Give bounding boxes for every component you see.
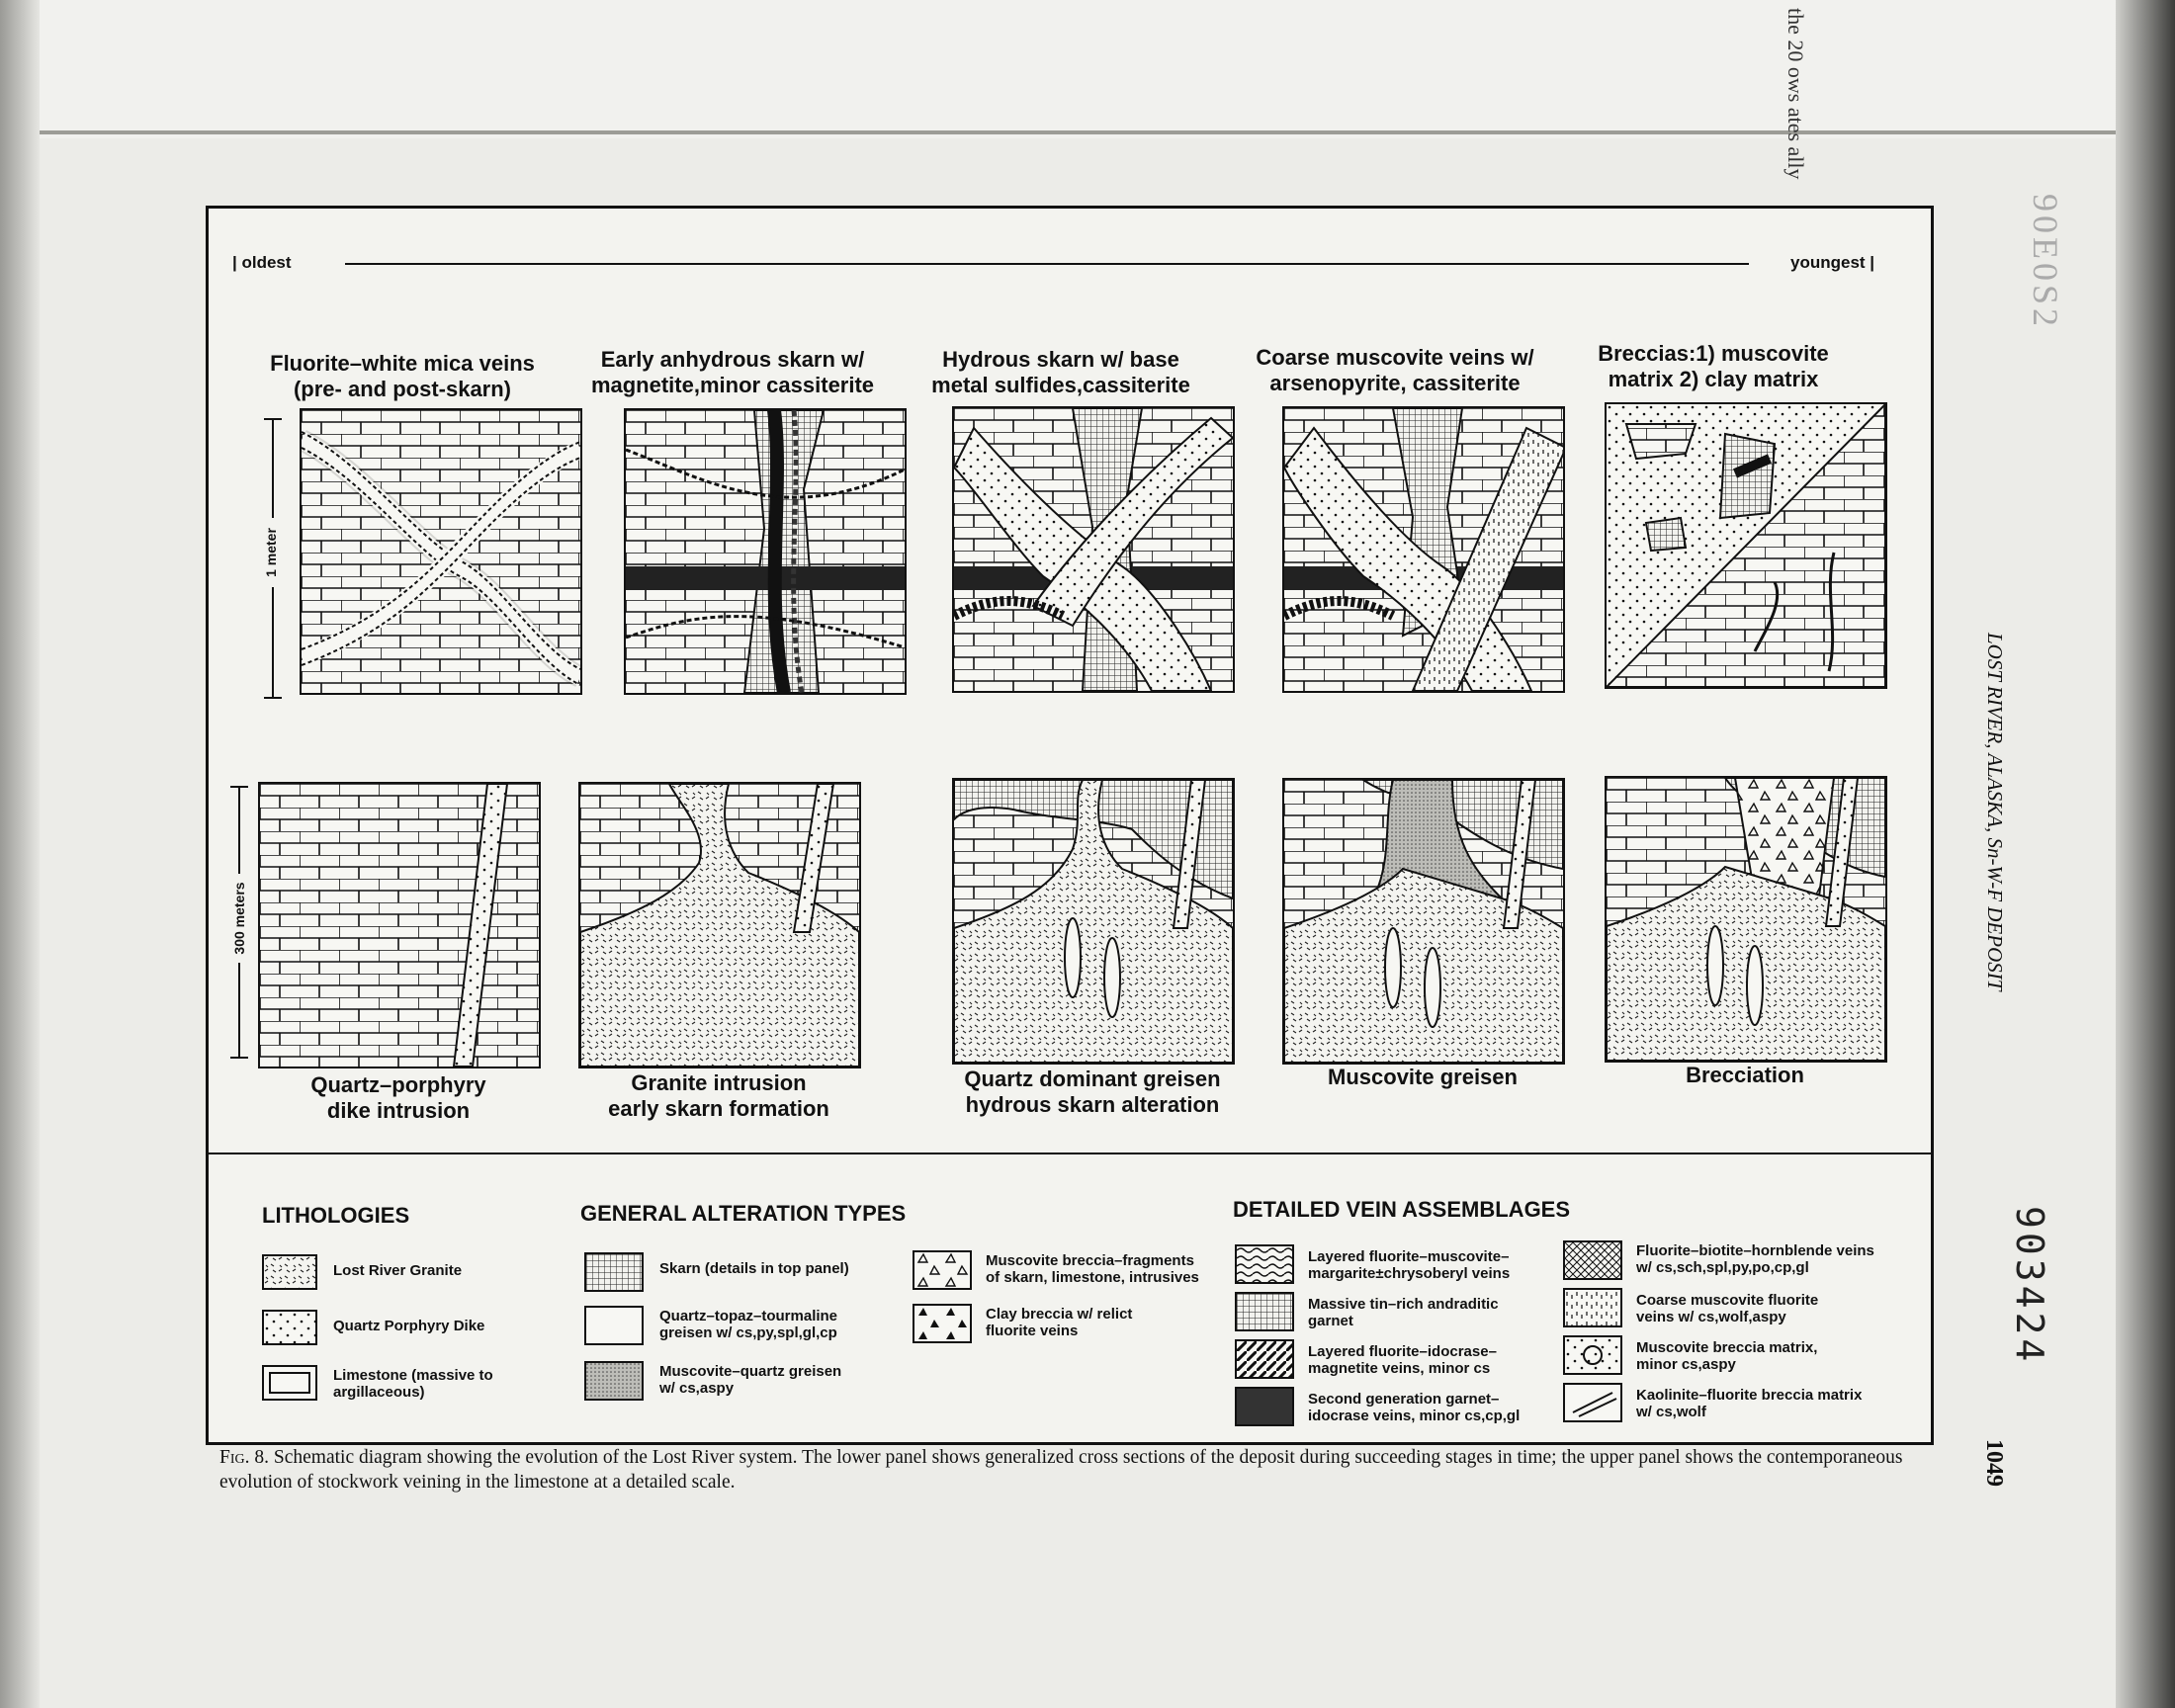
swatch-coarse-muscovite xyxy=(1563,1288,1622,1327)
previous-page-text: the 20 ows ates ally xyxy=(1784,8,1808,180)
timeline-line xyxy=(345,263,1749,265)
vein-panel-1 xyxy=(300,408,582,695)
vein-panel-3-art xyxy=(954,408,1233,691)
swatch-quartz-greisen xyxy=(584,1306,644,1345)
bleed-through-stamp: 90E0S2 xyxy=(2026,194,2065,331)
legend-item: Limestone (massive to argillaceous) xyxy=(333,1367,493,1401)
scan-right-edge xyxy=(2116,0,2175,1708)
section-panel-3 xyxy=(952,778,1235,1065)
timeline xyxy=(209,248,1931,278)
scale-label-top: 1 meter xyxy=(263,518,279,587)
scale-label-bottom: 300 meters xyxy=(231,874,247,963)
scale-tick xyxy=(264,418,282,420)
stage-label: Muscovite greisen xyxy=(1328,1065,1518,1089)
previous-page-fold xyxy=(0,0,2175,138)
vein-panel-2 xyxy=(624,408,907,695)
running-title: LOST RIVER, ALASKA, Sn-W-F DEPOSIT xyxy=(1983,633,2007,991)
vein-panel-3 xyxy=(952,406,1235,693)
archive-stamp: 903424 xyxy=(2008,1206,2051,1366)
section-panel-4-art xyxy=(1284,780,1563,1063)
column-title: Breccias:1) muscovite matrix 2) clay matrix xyxy=(1598,341,1829,391)
legend-item: Kaolinite–fluorite breccia matrix w/ cs,wolf xyxy=(1636,1387,1863,1420)
swatch-muscovite-breccia xyxy=(913,1250,972,1290)
swatch-muscovite-greisen xyxy=(584,1361,644,1401)
figure-8 xyxy=(206,206,1934,1445)
swatch-porphyry xyxy=(262,1310,317,1345)
swatch-fluorite-biotite xyxy=(1563,1240,1622,1280)
scale-tick xyxy=(230,1057,248,1059)
column-title: Hydrous skarn w/ base metal sulfides,cassiterite xyxy=(931,347,1190,397)
legend-item: Muscovite–quartz greisen w/ cs,aspy xyxy=(659,1363,842,1397)
vein-panel-1-art xyxy=(302,410,580,693)
section-panel-5 xyxy=(1605,776,1887,1063)
swatch-granite xyxy=(262,1254,317,1290)
section-panel-1-art xyxy=(260,784,539,1067)
column-title: Fluorite–white mica veins (pre- and post-skarn) xyxy=(270,351,535,401)
timeline-end: youngest | xyxy=(1790,253,1875,272)
legend-item: Quartz–topaz–tourmaline greisen w/ cs,py,spl,gl,cp xyxy=(659,1308,838,1341)
legend-item: Muscovite breccia–fragments of skarn, limestone, intrusives xyxy=(986,1252,1199,1286)
legend-heading-alteration: GENERAL ALTERATION TYPES xyxy=(580,1201,907,1226)
legend-item: Fluorite–biotite–hornblende veins w/ cs,sch,spl,py,po,cp,gl xyxy=(1636,1242,1874,1276)
figure-caption: Fig. 8. Schematic diagram showing the evolution of the Lost River system. The lower panel shows generalized cross sections of the deposit during succeeding stages in time; the upper panel shows the contemporaneous evolution of stockwork veining in the limestone at a detailed scale. xyxy=(219,1447,1903,1493)
section-panel-3-art xyxy=(954,780,1233,1063)
vein-panel-4 xyxy=(1282,406,1565,693)
swatch-clay-breccia xyxy=(913,1304,972,1343)
scale-tick xyxy=(230,786,248,788)
swatch-muscovite-matrix xyxy=(1563,1335,1622,1375)
swatch-limestone xyxy=(262,1365,317,1401)
section-panel-2-art xyxy=(580,784,859,1067)
swatch-layered-fluorite-muscovite xyxy=(1235,1244,1294,1284)
section-panel-5-art xyxy=(1607,778,1885,1061)
legend-item: Clay breccia w/ relict fluorite veins xyxy=(986,1306,1133,1339)
stage-label: Quartz–porphyry dike intrusion xyxy=(310,1072,486,1123)
vein-panel-4-art xyxy=(1284,408,1563,691)
swatch-fluorite-idocrase xyxy=(1235,1339,1294,1379)
stage-label: Brecciation xyxy=(1686,1063,1804,1087)
swatch-kaolinite xyxy=(1563,1383,1622,1422)
legend-item: Quartz Porphyry Dike xyxy=(333,1318,485,1334)
swatch-second-garnet xyxy=(1235,1387,1294,1426)
legend-heading-veins: DETAILED VEIN ASSEMBLAGES xyxy=(1233,1197,1571,1222)
scale-tick xyxy=(264,697,282,699)
legend-heading-lithologies: LITHOLOGIES xyxy=(262,1203,410,1228)
page-number: 1049 xyxy=(1981,1439,2007,1487)
legend-item: Layered fluorite–idocrase– magnetite veins, minor cs xyxy=(1308,1343,1497,1377)
stage-label: Quartz dominant greisen hydrous skarn alteration xyxy=(964,1067,1221,1117)
legend-divider xyxy=(209,1153,1931,1154)
column-title: Early anhydrous skarn w/ magnetite,minor cassiterite xyxy=(590,347,875,397)
legend-item: Massive tin–rich andraditic garnet xyxy=(1308,1296,1499,1329)
column-title: Coarse muscovite veins w/ arsenopyrite, cassiterite xyxy=(1256,345,1534,395)
legend-item: Second generation garnet– idocrase veins, minor cs,cp,gl xyxy=(1308,1391,1521,1424)
swatch-tin-garnet xyxy=(1235,1292,1294,1331)
vein-panel-5-art xyxy=(1607,404,1885,687)
stage-label: Granite intrusion early skarn formation xyxy=(608,1070,829,1121)
section-panel-1 xyxy=(258,782,541,1068)
swatch-skarn xyxy=(584,1252,644,1292)
vein-panel-2-art xyxy=(626,410,905,693)
legend-item: Coarse muscovite fluorite veins w/ cs,wolf,aspy xyxy=(1636,1292,1819,1325)
legend-item: Lost River Granite xyxy=(333,1262,463,1279)
legend-item: Muscovite breccia matrix, minor cs,aspy xyxy=(1636,1339,1818,1373)
section-panel-2 xyxy=(578,782,861,1068)
legend-item: Layered fluorite–muscovite– margarite±chrysoberyl veins xyxy=(1308,1248,1511,1282)
legend-item: Skarn (details in top panel) xyxy=(659,1260,849,1277)
timeline-start: | oldest xyxy=(232,253,292,272)
section-panel-4 xyxy=(1282,778,1565,1065)
vein-panel-5 xyxy=(1605,402,1887,689)
scan-left-edge xyxy=(0,0,40,1708)
